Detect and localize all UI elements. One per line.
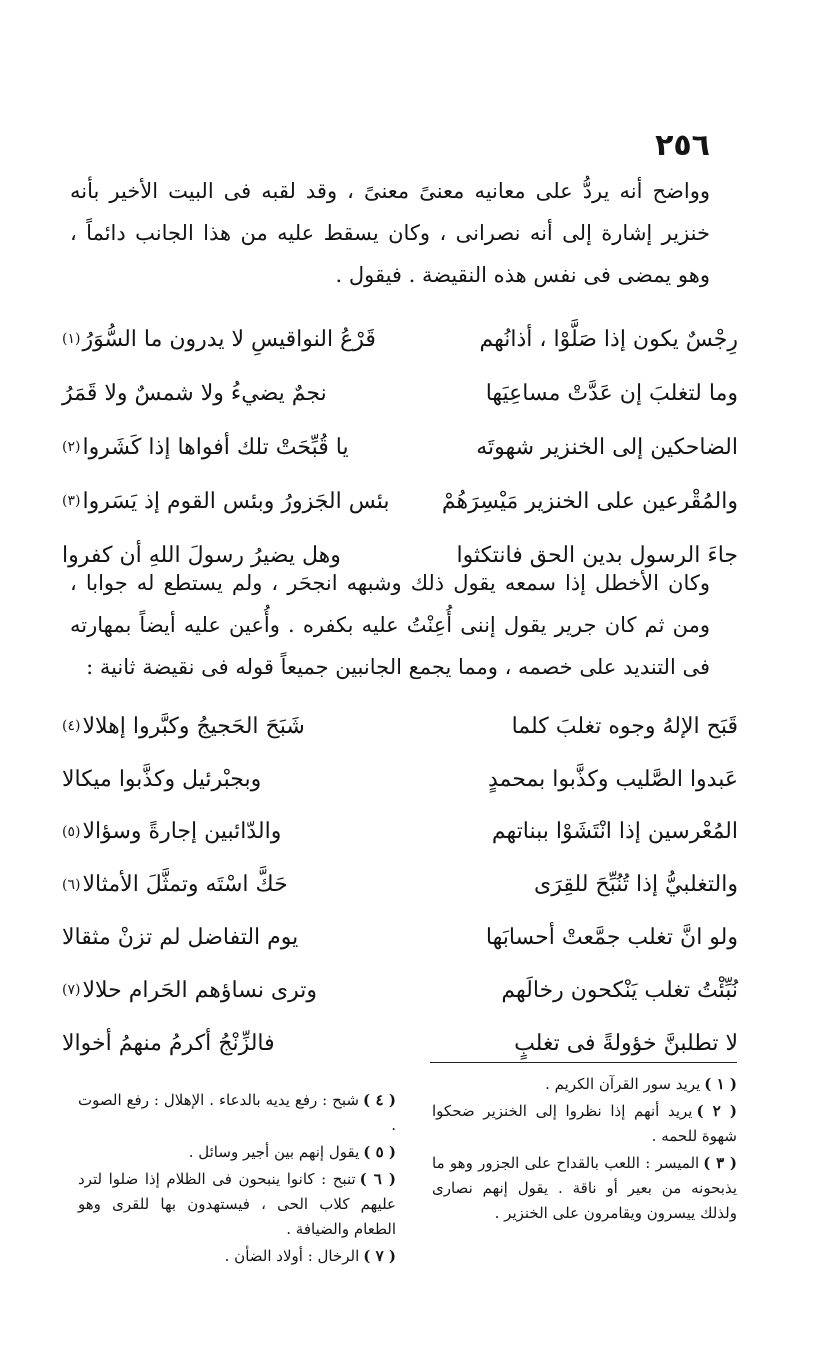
hemistich-first: عَبدوا الصَّليب وكذَّبوا بمحمدٍ bbox=[487, 766, 738, 792]
verse-line bbox=[62, 858, 738, 911]
footnote bbox=[432, 1072, 737, 1097]
poem-first bbox=[62, 312, 738, 582]
hemistich-first: المُعْرسين إذا انْتَشَوْا ببناتهم bbox=[491, 819, 738, 845]
footnote-number: ( ٥ ) bbox=[363, 1143, 396, 1161]
footnote-marker: (٥) bbox=[62, 823, 81, 840]
hemistich-second-text: بئس الجَزورُ وبئس القوم إذ يَسَروا bbox=[82, 488, 390, 514]
verse-line bbox=[62, 420, 738, 474]
hemistich-second-text: قَرْعُ النواقيسِ لا يدرون ما السُّوَرُ bbox=[82, 326, 376, 352]
hemistich-first: الضاحكين إلى الخنزير شهوتَه bbox=[476, 434, 738, 460]
footnote-text: تنبح : كانوا ينبحون فى الظلام إذا ضلوا لترد عليهم كلاب الحى ، فيستهدون بها للقرى وهو الطعام والضيافة . bbox=[78, 1170, 396, 1238]
footnote bbox=[78, 1088, 396, 1138]
hemistich-second-text: وترى نساؤهم الحَرام حلالا bbox=[82, 977, 318, 1003]
paragraph-second: وكان الأخطل إذا سمعه يقول ذلك وشبهه انجحَر ، ولم يستطع له جوابا ، ومن ثم كان جرير يقول إننى أُعِنْتُ عليه بكفره . وأُعين عليه أيضاً بمهارته فى التنديد على خصمه ، ومما يجمع الجانبين جميعاً قوله فى نقيضة ثانية : bbox=[70, 571, 710, 679]
hemistich-second-text: وبجبْرئيل وكذَّبوا ميكالا bbox=[62, 766, 262, 792]
hemistich-first: رِجْسٌ يكون إذا صَلَّوْا ، أذانُهم bbox=[479, 326, 738, 352]
footnote-marker: (٢) bbox=[62, 439, 81, 455]
footnote-marker: (٦) bbox=[62, 876, 81, 893]
hemistich-first: لا تطلبنَّ خؤولةً فى تغلبٍ bbox=[514, 1030, 738, 1056]
footnote-text: الرخال : أولاد الضأن . bbox=[224, 1247, 360, 1265]
footnote-number: ( ٦ ) bbox=[359, 1170, 396, 1188]
hemistich-second-text: شَبَحَ الحَجيجُ وكبَّروا إهلالا bbox=[82, 713, 305, 739]
footnote-number: ( ٤ ) bbox=[362, 1091, 396, 1109]
hemistich-second bbox=[62, 714, 402, 739]
footnote-text: يقول إنهم بين أجير وسائل . bbox=[188, 1143, 360, 1161]
hemistich-second-text: والدّائبين إجارةً وسؤالا bbox=[82, 819, 282, 845]
hemistich-second bbox=[62, 925, 402, 950]
hemistich-second-text: نجمٌ يضيءُ ولا شمسٌ ولا قَمَرُ bbox=[62, 380, 327, 406]
footnote-marker: (١) bbox=[62, 331, 81, 347]
footnote bbox=[78, 1140, 396, 1165]
hemistich-first: نُبِّئْتُ تغلب يَنْكحون رخالَهم bbox=[501, 977, 738, 1003]
footnote-number: ( ٧ ) bbox=[363, 1247, 396, 1265]
hemistich-second bbox=[62, 767, 402, 792]
verse-line bbox=[62, 911, 738, 964]
verse-line bbox=[62, 474, 738, 528]
hemistich-second bbox=[62, 327, 402, 352]
hemistich-second-text: وهل يضيرُ رسولَ اللهِ أن كفروا bbox=[62, 542, 341, 568]
verse-line bbox=[62, 806, 738, 859]
verse-line bbox=[62, 366, 738, 420]
hemistich-second-text: فالزِّنْجُ أكرمُ منهمُ أخوالا bbox=[62, 1030, 275, 1056]
hemistich-second bbox=[62, 1031, 402, 1056]
footnote bbox=[78, 1244, 396, 1269]
page-number: ٢٥٦ bbox=[655, 128, 710, 163]
hemistich-first: قَبَح الإلهُ وجوه تغلبَ كلما bbox=[511, 713, 738, 739]
hemistich-second bbox=[62, 435, 402, 460]
verse-line bbox=[62, 700, 738, 753]
footnote bbox=[78, 1167, 396, 1242]
poem-second bbox=[62, 700, 738, 1070]
hemistich-first: والتغلبيُّ إذا تُنُبِّحَ للقِرَى bbox=[533, 872, 738, 898]
hemistich-second bbox=[62, 978, 402, 1003]
footnote-marker: (٧) bbox=[62, 982, 81, 999]
footnote-divider bbox=[430, 1062, 737, 1063]
footnote-text: شبح : رفع يديه بالدعاء . الإهلال : رفع الصوت . bbox=[78, 1091, 396, 1134]
footnote-marker: (٤) bbox=[62, 718, 81, 735]
verse-line bbox=[62, 753, 738, 806]
footnote-text: الميسر : اللعب بالقداح على الجزور وهو ما يذبحونه من بعير أو ناقة . يقول إنهم نصارى ولذلك ييسرون ويقامرون على الخنزير . bbox=[432, 1154, 737, 1222]
hemistich-second bbox=[62, 872, 402, 897]
hemistich-second bbox=[62, 819, 402, 844]
hemistich-second-text: يا قُبِّحَتْ تلك أفواها إذا كَشَروا bbox=[82, 434, 349, 460]
footnote-number: ( ٣ ) bbox=[703, 1154, 737, 1172]
footnote bbox=[432, 1151, 737, 1226]
verse-line bbox=[62, 964, 738, 1017]
footnote-marker: (٣) bbox=[62, 493, 81, 509]
footnotes-right-column bbox=[432, 1072, 737, 1228]
verse-line bbox=[62, 312, 738, 366]
footnote-text: يريد أنهم إذا نظروا إلى الخنزير ضحكوا شهوة للحمه . bbox=[432, 1102, 737, 1145]
hemistich-first: جاءَ الرسول بدين الحق فانتكثوا bbox=[456, 542, 738, 568]
hemistich-second-text: يوم التفاضل لم تزنْ مثقالا bbox=[62, 925, 299, 951]
footnotes-left-column bbox=[78, 1088, 396, 1271]
hemistich-first: وما لتغلبَ إن عَدَّتْ مساعِيَها bbox=[485, 380, 738, 406]
hemistich-second bbox=[62, 489, 402, 514]
hemistich-first: ولو انَّ تغلب جمَّعتْ أحسابَها bbox=[485, 925, 738, 951]
footnote-number: ( ١ ) bbox=[704, 1075, 737, 1093]
paragraph-intro: وواضح أنه يردُّ على معانيه معنىً معنىً ، وقد لقبه فى البيت الأخير بأنه خنزير إشارة إلى أنه نصرانى ، وكان يسقط عليه من هذا الجانب دائماً ، وهو يمضى فى نفس هذه النقيضة . فيقول . bbox=[70, 179, 710, 287]
hemistich-first: والمُقْرعين على الخنزير مَيْسِرَهُمْ bbox=[441, 488, 738, 514]
footnote-number: ( ٢ ) bbox=[696, 1102, 737, 1120]
footnote bbox=[432, 1099, 737, 1149]
footnote-text: يريد سور القرآن الكريم . bbox=[545, 1075, 701, 1093]
hemistich-second bbox=[62, 381, 402, 406]
hemistich-second-text: حَكَّ اسْتَه وتمثَّلَ الأمثالا bbox=[82, 872, 288, 898]
